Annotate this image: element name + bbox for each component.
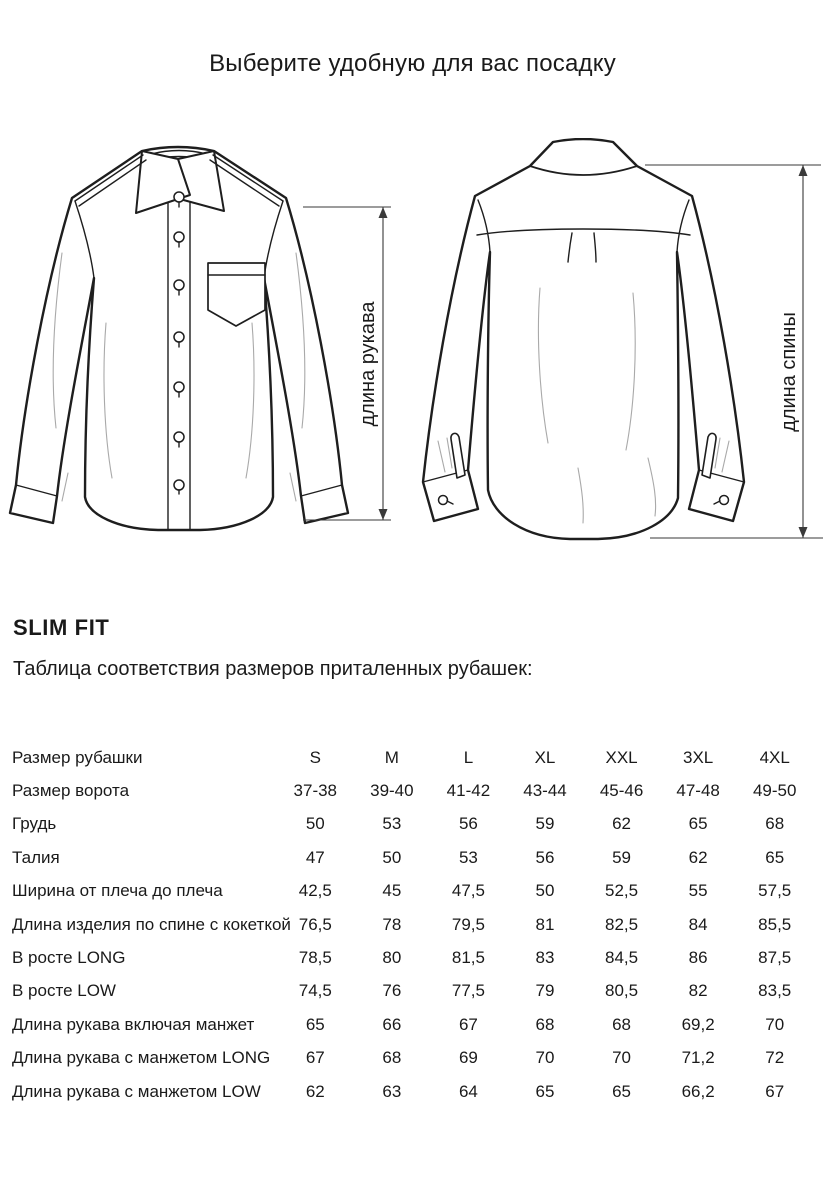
- cell-value: 81: [535, 914, 555, 934]
- cell-value: 87,5: [758, 948, 792, 968]
- cell-value: M: [384, 747, 399, 767]
- cell-value: 55: [688, 881, 708, 901]
- cell-value: S: [309, 747, 321, 767]
- cell-value: 59: [535, 814, 555, 834]
- table-row: [12, 975, 813, 1008]
- size-table: [12, 741, 813, 1108]
- row-label: Ширина от плеча до плеча: [12, 881, 223, 901]
- cell-value: 56: [535, 847, 555, 867]
- cell-value: 63: [382, 1081, 402, 1101]
- row-label: Длина рукава с манжетом LONG: [12, 1048, 271, 1068]
- row-label: Длина рукава включая манжет: [12, 1014, 255, 1034]
- table-row: [12, 875, 813, 908]
- section-heading: SLIM FIT: [13, 615, 110, 640]
- cell-value: 77,5: [451, 981, 485, 1001]
- cell-value: 70: [535, 1048, 555, 1068]
- cell-value: 62: [305, 1081, 325, 1101]
- table-row: [12, 908, 813, 941]
- cell-value: 47-48: [676, 781, 720, 801]
- table-row: [12, 1042, 813, 1075]
- cell-value: 65: [535, 1081, 555, 1101]
- cell-value: 67: [458, 1014, 478, 1034]
- row-label: Размер рубашки: [12, 747, 143, 767]
- cell-value: 68: [765, 814, 785, 834]
- cell-value: 39-40: [370, 781, 414, 801]
- row-label: Длина изделия по спине с кокеткой: [12, 914, 291, 934]
- cell-value: 80: [382, 948, 402, 968]
- cell-value: 65: [305, 1014, 325, 1034]
- page-title: Выберите удобную для вас посадку: [209, 50, 616, 77]
- row-label: Длина рукава с манжетом LOW: [12, 1081, 261, 1101]
- cell-value: 65: [688, 814, 708, 834]
- cell-value: 52,5: [605, 881, 639, 901]
- shirt-diagrams: [0, 120, 825, 575]
- cell-value: 67: [305, 1048, 325, 1068]
- cell-value: 37-38: [293, 781, 338, 801]
- cell-value: 74,5: [298, 981, 332, 1001]
- row-label: Размер ворота: [12, 781, 130, 801]
- cell-value: 68: [612, 1014, 632, 1034]
- cell-value: 65: [765, 847, 785, 867]
- cell-value: 47,5: [451, 881, 485, 901]
- cell-value: 67: [765, 1081, 785, 1101]
- cell-value: 3XL: [683, 747, 714, 767]
- sleeve-length-label: длина рукава: [357, 301, 379, 427]
- cell-value: 50: [305, 814, 325, 834]
- cell-value: 57,5: [758, 881, 792, 901]
- cell-value: 56: [458, 814, 478, 834]
- cell-value: 70: [765, 1014, 785, 1034]
- row-label: Грудь: [12, 814, 57, 834]
- cell-value: 62: [612, 814, 632, 834]
- cell-value: 43-44: [523, 781, 567, 801]
- row-label: В росте LOW: [12, 981, 116, 1001]
- cell-value: 59: [612, 847, 632, 867]
- cell-value: 66,2: [681, 1081, 715, 1101]
- cell-value: 78,5: [298, 948, 332, 968]
- sleeve-length-dimension: [303, 207, 391, 520]
- table-row: [12, 808, 813, 841]
- cell-value: 83: [535, 948, 555, 968]
- cell-value: 83,5: [758, 981, 792, 1001]
- cell-value: 84,5: [605, 948, 639, 968]
- cell-value: 53: [458, 847, 478, 867]
- table-header-row: [12, 741, 813, 774]
- cell-value: 79: [535, 981, 555, 1001]
- cell-value: 82,5: [605, 914, 639, 934]
- cell-value: 82: [688, 981, 708, 1001]
- cell-value: 53: [382, 814, 402, 834]
- table-row: [12, 941, 813, 974]
- cell-value: 86: [688, 948, 708, 968]
- cell-value: 50: [382, 847, 402, 867]
- cell-value: 78: [382, 914, 402, 934]
- cell-value: L: [463, 747, 474, 767]
- table-row: [12, 841, 813, 874]
- cell-value: 79,5: [451, 914, 485, 934]
- cell-value: 72: [765, 1048, 785, 1068]
- cell-value: 66: [382, 1014, 402, 1034]
- cell-value: 62: [688, 847, 708, 867]
- cell-value: 65: [612, 1081, 632, 1101]
- cell-value: 49-50: [752, 781, 797, 801]
- cell-value: 76: [382, 981, 402, 1001]
- cell-value: XL: [534, 747, 556, 767]
- table-caption: Таблица соответствия размеров приталенных рубашек:: [13, 658, 533, 680]
- cell-value: 84: [688, 914, 708, 934]
- row-label: В росте LONG: [12, 948, 126, 968]
- cell-value: 68: [535, 1014, 555, 1034]
- cell-value: 69,2: [681, 1014, 715, 1034]
- cell-value: 41-42: [446, 781, 491, 801]
- cell-value: 47: [305, 847, 325, 867]
- cell-value: 69: [458, 1048, 478, 1068]
- cell-value: 80,5: [605, 981, 639, 1001]
- cell-value: 71,2: [681, 1048, 715, 1068]
- cell-value: 70: [612, 1048, 632, 1068]
- row-label: Талия: [12, 847, 60, 867]
- cell-value: 42,5: [298, 881, 332, 901]
- cell-value: 45-46: [599, 781, 644, 801]
- cell-value: 85,5: [758, 914, 792, 934]
- cell-value: 50: [535, 881, 555, 901]
- cell-value: 81,5: [451, 948, 485, 968]
- table-row: [12, 1008, 813, 1041]
- cell-value: 4XL: [759, 747, 790, 767]
- table-row: [12, 1075, 813, 1108]
- cell-value: 76,5: [298, 914, 332, 934]
- dimension-overlay: [0, 120, 825, 575]
- table-row: [12, 774, 813, 807]
- cell-value: 45: [382, 881, 402, 901]
- cell-value: XXL: [605, 747, 638, 767]
- back-length-label: длина спины: [778, 312, 800, 432]
- cell-value: 64: [458, 1081, 478, 1101]
- cell-value: 68: [382, 1048, 402, 1068]
- back-length-dimension: [645, 165, 823, 538]
